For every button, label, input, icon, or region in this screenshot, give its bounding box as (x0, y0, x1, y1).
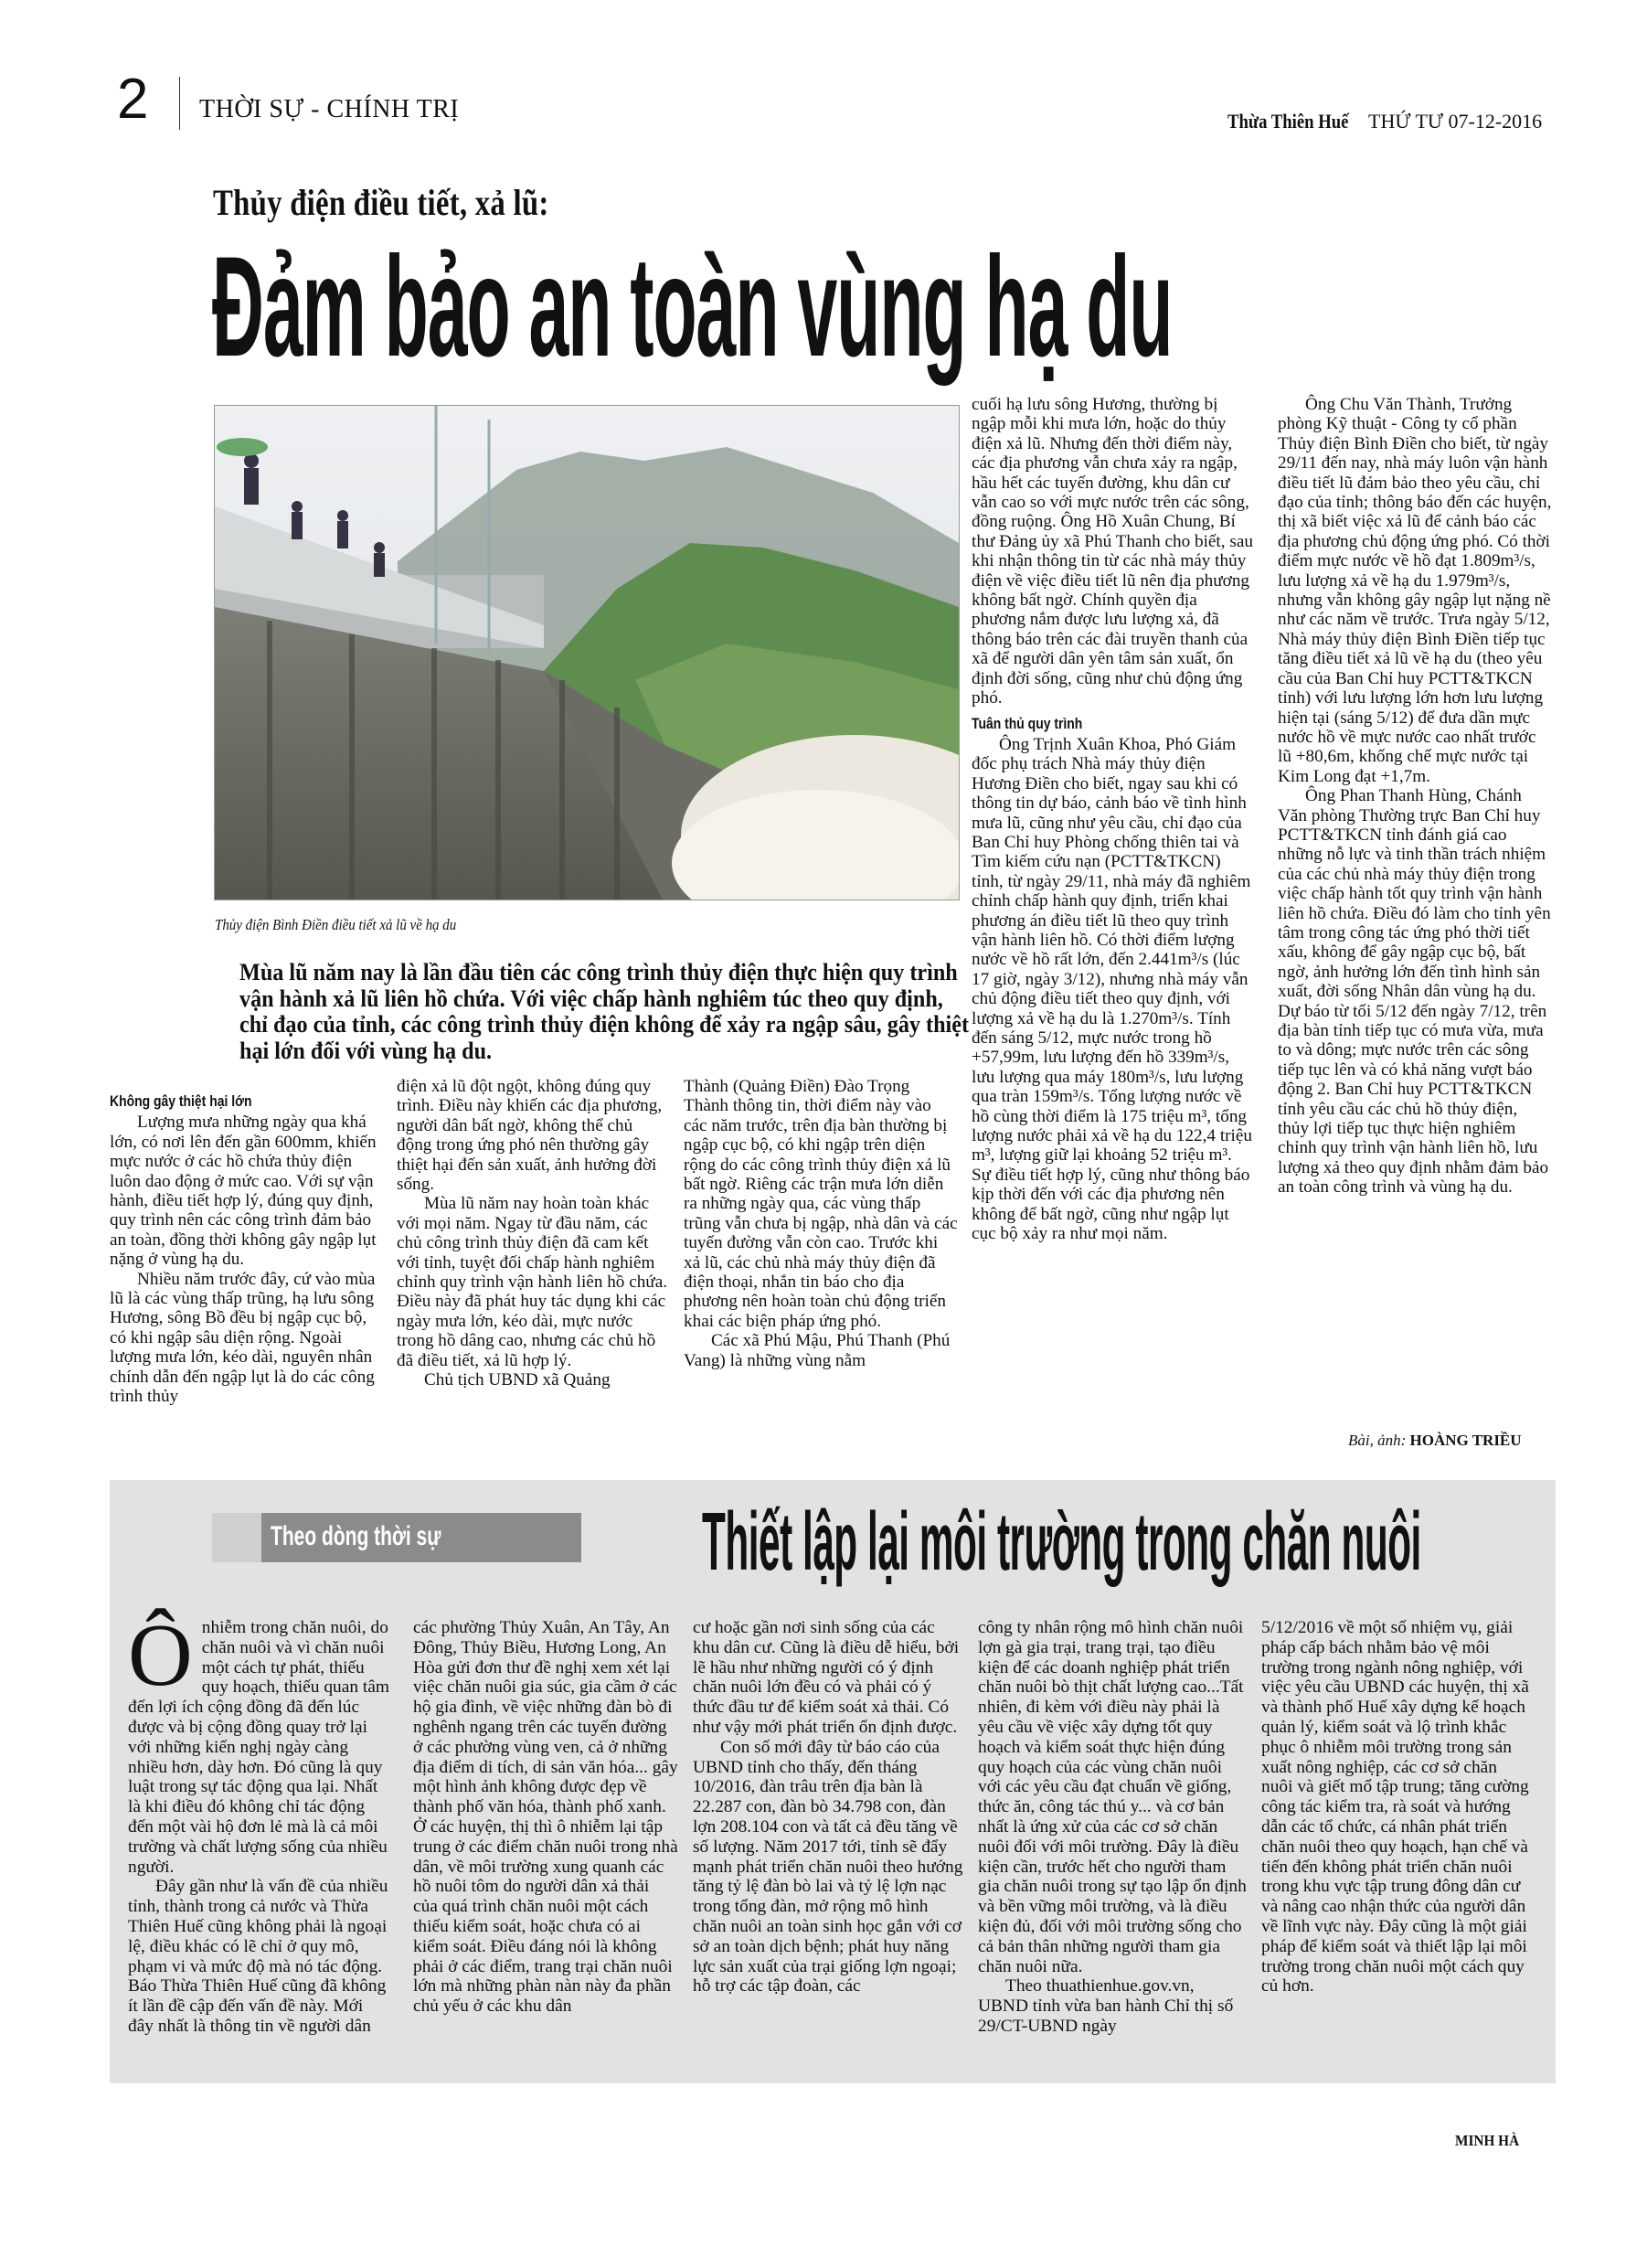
paragraph: Lượng mưa những ngày qua khá lớn, có nơi lên đến gần 600mm, khiến mực nước ở các hồ chứa thủy điện luôn dao động ở mức cao. Với sự vận hành, điều tiết hợp lý, đúng quy định, quy trình nên các công trình đảm bảo an toàn, đồng thời không gây ngập lụt nặng ở vùng hạ du. (110, 1113, 377, 1270)
header-divider (179, 77, 180, 130)
subhead-khong-gay-thiet-hai: Không gây thiệt hại lớn (110, 1092, 252, 1110)
paragraph: các phường Thủy Xuân, An Tây, An Đông, Thủy Biều, Hương Long, An Hòa gửi đơn thư đề nghị xem xét lại việc chăn nuôi gia súc, gia cầm ở các hộ gia đình, về việc những đàn bò đi nghênh ngang trên các tuyến đường ở các phường vùng ven, cả ở những địa điểm di tích, di sản văn hóa... gây một hình ảnh không được đẹp về thành phố văn hóa, thành phố xanh. Ở các huyện, thị thì ô nhiễm lại tập trung ở các điểm chăn nuôi trong nhà dân, về môi trường xung quanh các hồ nuôi tôm do người dân xả thải của quá trình chăn nuôi một cách thiếu kiểm soát, hoặc chưa có ai kiểm soát. Điều đáng nói là không phải ở các điểm, trang trại chăn nuôi lớn mà những phàn nàn này đa phần chủ yếu ở các khu dân (413, 1618, 678, 2017)
paragraph: Con số mới đây từ báo cáo của UBND tỉnh cho thấy, đến tháng 10/2016, đàn trâu trên địa bàn là 22.287 con, đàn bò 34.798 con, đàn lợn 208.104 con và tất cả đều tăng về số lượng. Năm 2017 tới, tỉnh sẽ đẩy mạnh phát triển chăn nuôi theo hướng tăng tỷ lệ đàn bò lai và tỷ lệ lợn nạc trong tổng đàn, mở rộng mô hình chăn nuôi an toàn sinh học gắn với cơ sở an toàn dịch bệnh; phát huy năng lực sản xuất của trại giống lợn ngoại; hỗ trợ các tập đoàn, các (693, 1737, 963, 1996)
byline-prefix: Bài, ảnh: (1348, 1432, 1407, 1449)
paragraph: Đây gần như là vấn đề của nhiều tỉnh, thành trong cả nước và Thừa Thiên Huế cũng không phải là ngoại lệ, điều khác có lẽ chỉ ở quy mô, phạm vi và mức độ mà nó tác động. Báo Thừa Thiên Huế cũng đã không ít lần đề cập đến vấn đề này. Mới đây nhất là thông tin về người dân (128, 1877, 388, 2036)
page-number: 2 (117, 68, 149, 131)
article2-headline: Thiết lập lại môi trường trong chăn nuôi (702, 1496, 1421, 1588)
article2-column-3 (693, 1618, 963, 1996)
article1-byline (1348, 1432, 1522, 1450)
photo-illustration (215, 406, 959, 900)
section-title: THỜI SỰ - CHÍNH TRỊ (199, 95, 460, 123)
paragraph: Theo thuathienhue.gov.vn, UBND tỉnh vừa ban hành Chỉ thị số 29/CT-UBND ngày (978, 1976, 1234, 2036)
paragraph: Nhiều năm trước đây, cứ vào mùa lũ là các vùng thấp trũng, hạ lưu sông Hương, sông Bồ đều bị ngập cục bộ, có khi ngập sâu diện rộng. Ngoài lượng mưa lớn, kéo dài, nguyên nhân chính dẫn đến ngập lụt là do các công trình thủy (110, 1269, 376, 1407)
drop-cap: Ô (128, 1606, 193, 1705)
paragraph: 5/12/2016 về một số nhiệm vụ, giải pháp cấp bách nhằm bảo vệ môi trường trong ngành nông nghiệp, với việc yêu cầu UBND các huyện, thị xã và thành phố Huế xây dựng kế hoạch quản lý, kiểm soát và lộ trình khắc phục ô nhiễm môi trường trong sản xuất nông nghiệp, các cơ sở chăn nuôi và giết mổ tập trung; tăng cường công tác kiểm tra, rà soát và hướng dẫn các tổ chức, cá nhân phát triển chăn nuôi theo quy hoạch, hạn chế và tiến đến không phát triển chăn nuôi trong khu vực tập trung đông dân cư và nâng cao nhận thức của người dân về lĩnh vực này. Đây cũng là một giải pháp để kiểm soát và thiết lập lại môi trường trong chăn nuôi một cách quy củ hơn. (1261, 1618, 1529, 1996)
paragraph: Ông Chu Văn Thành, Trưởng phòng Kỹ thuật - Công ty cổ phần Thủy điện Bình Điền cho biết, từ ngày 29/11 đến nay, nhà máy luôn vận hành điều tiết lũ đảm bảo theo yêu cầu, chỉ đạo của tỉnh; thông báo đến các huyện, thị xã biết việc xả lũ để cảnh báo các địa phương chủ động ứng phó. Có thời điểm mực nước về hồ đạt 1.809m³/s, lưu lượng xả về hạ du 1.979m³/s, nhưng vẫn không gây ngập lụt nặng nề như các năm về trước. Trưa ngày 5/12, Nhà máy thủy điện Bình Điền tiếp tục tăng điều tiết xả lũ về hạ du (theo yêu cầu của Ban Chỉ huy PCTT&TKCN tỉnh) với lưu lượng lớn hơn lưu lượng hiện tại (sáng 5/12) để đưa dần mực nước hồ về mực nước cao nhất trước lũ +80,6m, khống chế mực nước tại Kim Long đạt +1,7m. (1278, 395, 1552, 786)
article2-byline: MINH HÀ (1455, 2132, 1520, 2149)
dam-spillway-photo (214, 405, 960, 900)
paragraph: Các xã Phú Mậu, Phú Thanh (Phú Vang) là những vùng nằm (684, 1331, 951, 1370)
paragraph: Ông Phan Thanh Hùng, Chánh Văn phòng Thường trực Ban Chỉ huy PCTT&TKCN tỉnh đánh giá cao những nỗ lực và tinh thần trách nhiệm của các chủ nhà máy thủy điện trong việc chấp hành tốt quy trình vận hành liên hồ chứa. Điều đó làm cho tỉnh yên tâm trong công tác ứng phó thời tiết xấu, không để gây ngập cục bộ, bất ngờ, ảnh hưởng lớn đến tình hình sản xuất, đời sống Nhân dân vùng hạ du. Dự báo từ tối 5/12 đến ngày 7/12, trên địa bàn tỉnh tiếp tục có mưa vừa, mưa to và dông; mực nước trên các sông tiếp tục lên và có khả năng vượt báo động 2. Ban Chỉ huy PCTT&TKCN tỉnh yêu cầu các chủ hồ thủy điện, thủy lợi tiếp tục thực hiện nghiêm chỉnh quy trình vận hành liên hồ, lưu lượng xả theo quy định nhằm đảm bảo an toàn công trình và vùng hạ du. (1278, 786, 1551, 1198)
article2-column-1 (128, 1606, 389, 2037)
byline-author: HOÀNG TRIỀU (1409, 1432, 1522, 1449)
column-tag-accent (212, 1513, 261, 1562)
paragraph-text: nhiễm trong chăn nuôi, do chăn nuôi và vì chăn nuôi một cách tự phát, thiếu quy hoạch, thiếu quan tâm đến lợi ích cộng đồng đã đến lúc được và bị cộng đồng quay trở lại với những kiến nghị ngày càng nhiều hơn, dày hơn. Đó cũng là quy luật trong sự tác động qua lại. Nhất là khi điều đó không chỉ tác động đến một vài hộ đơn lẻ mà là cả môi trường và chất lượng sống của nhiều người. (128, 1618, 389, 1877)
issue-date: THỨ TƯ 07-12-2016 (1368, 110, 1543, 133)
article-kicker: Thủy điện điều tiết, xả lũ: (213, 182, 549, 223)
article2-column-2 (413, 1618, 678, 2017)
paragraph: Chủ tịch UBND xã Quảng (424, 1370, 611, 1390)
article-headline: Đảm bảo an toàn vùng hạ du (212, 228, 1173, 387)
paragraph: điện xả lũ đột ngột, không đúng quy trình. Điều này khiến các địa phương, người dân bất ngờ, không thể chủ động trong ứng phó nên thường gây thiệt hại đến sản xuất, ảnh hưởng đời sống. (397, 1077, 663, 1195)
paragraph: Ông Trịnh Xuân Khoa, Phó Giám đốc phụ trách Nhà máy thủy điện Hương Điền cho biết, ngay sau khi có thông tin dự báo, cảnh báo về tình hình mưa lũ, cũng như yêu cầu, chỉ đạo của Ban Chỉ huy Phòng chống thiên tai và Tìm kiếm cứu nạn (PCTT&TKCN) tỉnh, từ ngày 29/11, nhà máy đã nghiêm chỉnh chấp hành quy định, triển khai phương án điều tiết lũ theo quy trình vận hành liên hồ. Có thời điểm lượng nước về hồ rất lớn, đến 2.441m³/s (lúc 17 giờ, ngày 3/12), nhưng nhà máy vẫn chủ động điều tiết theo quy định, với lượng xả về hạ du là 1.270m³/s. Tính đến sáng 5/12, mực nước trong hồ +57,99m, lưu lượng đến hồ 339m³/s, lưu lượng qua máy 180m³/s, lưu lượng qua tràn 159m³/s. Tổng lượng nước về hồ cùng thời điểm là 175 triệu m³, tổng lượng nước phải xả về hạ du 122,4 triệu m³, lượng giữ lại khoảng 52 triệu m³. Sự điều tiết hợp lý, cũng như thông báo kịp thời đến với các địa phương nên không để bất ngờ, cũng như ngập lụt cục bộ xảy ra như mọi năm. (972, 734, 1252, 1244)
photo-caption: Thủy điện Bình Điền điều tiết xả lũ về hạ du (215, 916, 457, 933)
article1-column-1 (110, 1086, 384, 1407)
paragraph: cư hoặc gần nơi sinh sống của các khu dân cư. Cũng là điều dễ hiểu, bởi lẽ hầu như những người có ý định chăn nuôi lớn đều có và phải có ý thức đầu tư để kiểm soát xả thải. Có như vậy mới phát triển ổn định được. (693, 1618, 960, 1737)
paragraph: Thành (Quảng Điền) Đào Trọng Thành thông tin, thời điểm này vào các năm trước, trên địa bàn thường bị ngập cục bộ, có khi ngập trên diện rộng do các công trình thủy điện xả lũ bất ngờ. Riêng các trận mưa lớn diễn ra những ngày qua, các vùng thấp trũng vẫn chưa bị ngập, nhà dân và các tuyến đường vẫn còn cao. Trước khi xả lũ, các chủ nhà máy thủy điện đã điện thoại, nhắn tin báo cho địa phương nên hoàn toàn chủ động triển khai các biện pháp ứng phó. (684, 1077, 958, 1331)
article1-column-3 (684, 1077, 958, 1370)
column-tag-label: Theo dòng thời sự (271, 1521, 441, 1551)
article2-column-5 (1261, 1618, 1532, 1996)
subhead-tuan-thu-quy-trinh: Tuân thủ quy trình (972, 714, 1083, 732)
paragraph: Mùa lũ năm nay hoàn toàn khác với mọi năm. Ngay từ đầu năm, các chủ công trình thủy điện đã cam kết với tỉnh, tuyệt đối chấp hành nghiêm chỉnh quy trình vận hành liên hồ chứa. Điều này đã phát huy tác dụng khi các ngày mưa lớn, kéo dài, mực nước trong hồ dâng cao, nhưng các chủ hồ đã điều tiết, xả lũ hợp lý. (397, 1194, 668, 1370)
article-lead: Mùa lũ năm nay là lần đầu tiên các công trình thủy điện thực hiện quy trình vận hành xả lũ liên hồ chứa. Với việc chấp hành nghiêm túc theo quy định, chỉ đạo của tỉnh, các công trình thủy điện không để xảy ra ngập sâu, gây thiệt hại lớn đối với vùng hạ du. (239, 959, 970, 1064)
article1-column-2 (397, 1077, 671, 1390)
article1-column-5 (1278, 395, 1552, 1198)
paragraph (128, 1606, 389, 1877)
newspaper-name: Thừa Thiên Huế (1227, 110, 1349, 133)
paragraph: cuối hạ lưu sông Hương, thường bị ngập mỗi khi mưa lớn, hoặc do thủy điện xả lũ. Nhưng đến thời điểm này, các địa phương vẫn chưa xảy ra ngập, hầu hết các tuyến đường, khu dân cư vẫn cao so với mực nước trên các sông, đồng ruộng. Ông Hồ Xuân Chung, Bí thư Đảng ủy xã Phú Thanh cho biết, sau khi nhận thông tin từ các nhà máy thủy điện về việc điều tiết lũ nên địa phương không bất ngờ. Chính quyền địa phương nắm được lưu lượng xả, đã thông báo trên các đài truyền thanh của xã để người dân yên tâm sản xuất, ổn định đời sống, cũng như chủ động ứng phó. (972, 395, 1253, 708)
article2-column-4 (978, 1618, 1249, 2037)
article1-column-4 (972, 395, 1255, 1243)
paragraph: công ty nhân rộng mô hình chăn nuôi lợn gà gia trại, trang trại, tạo điều kiện để các doanh nghiệp phát triển chăn nuôi bò thịt chất lượng cao...Tất nhiên, đi kèm với điều này phải là yêu cầu về việc xây dựng tốt quy hoạch và kiểm soát thực hiện đúng quy hoạch của các vùng chăn nuôi với các yêu cầu đạt chuẩn về giống, thức ăn, công tác thú y... và cơ bản nhất là ứng xử của các cơ sở chăn nuôi đối với môi trường. Đây là điều kiện cần, trước hết cho người tham gia chăn nuôi trong sự tạo lập ổn định và bền vững môi trường, và là điều kiện đủ, đối với môi trường sống cho cả bản thân những người tham gia chăn nuôi nữa. (978, 1618, 1247, 1976)
